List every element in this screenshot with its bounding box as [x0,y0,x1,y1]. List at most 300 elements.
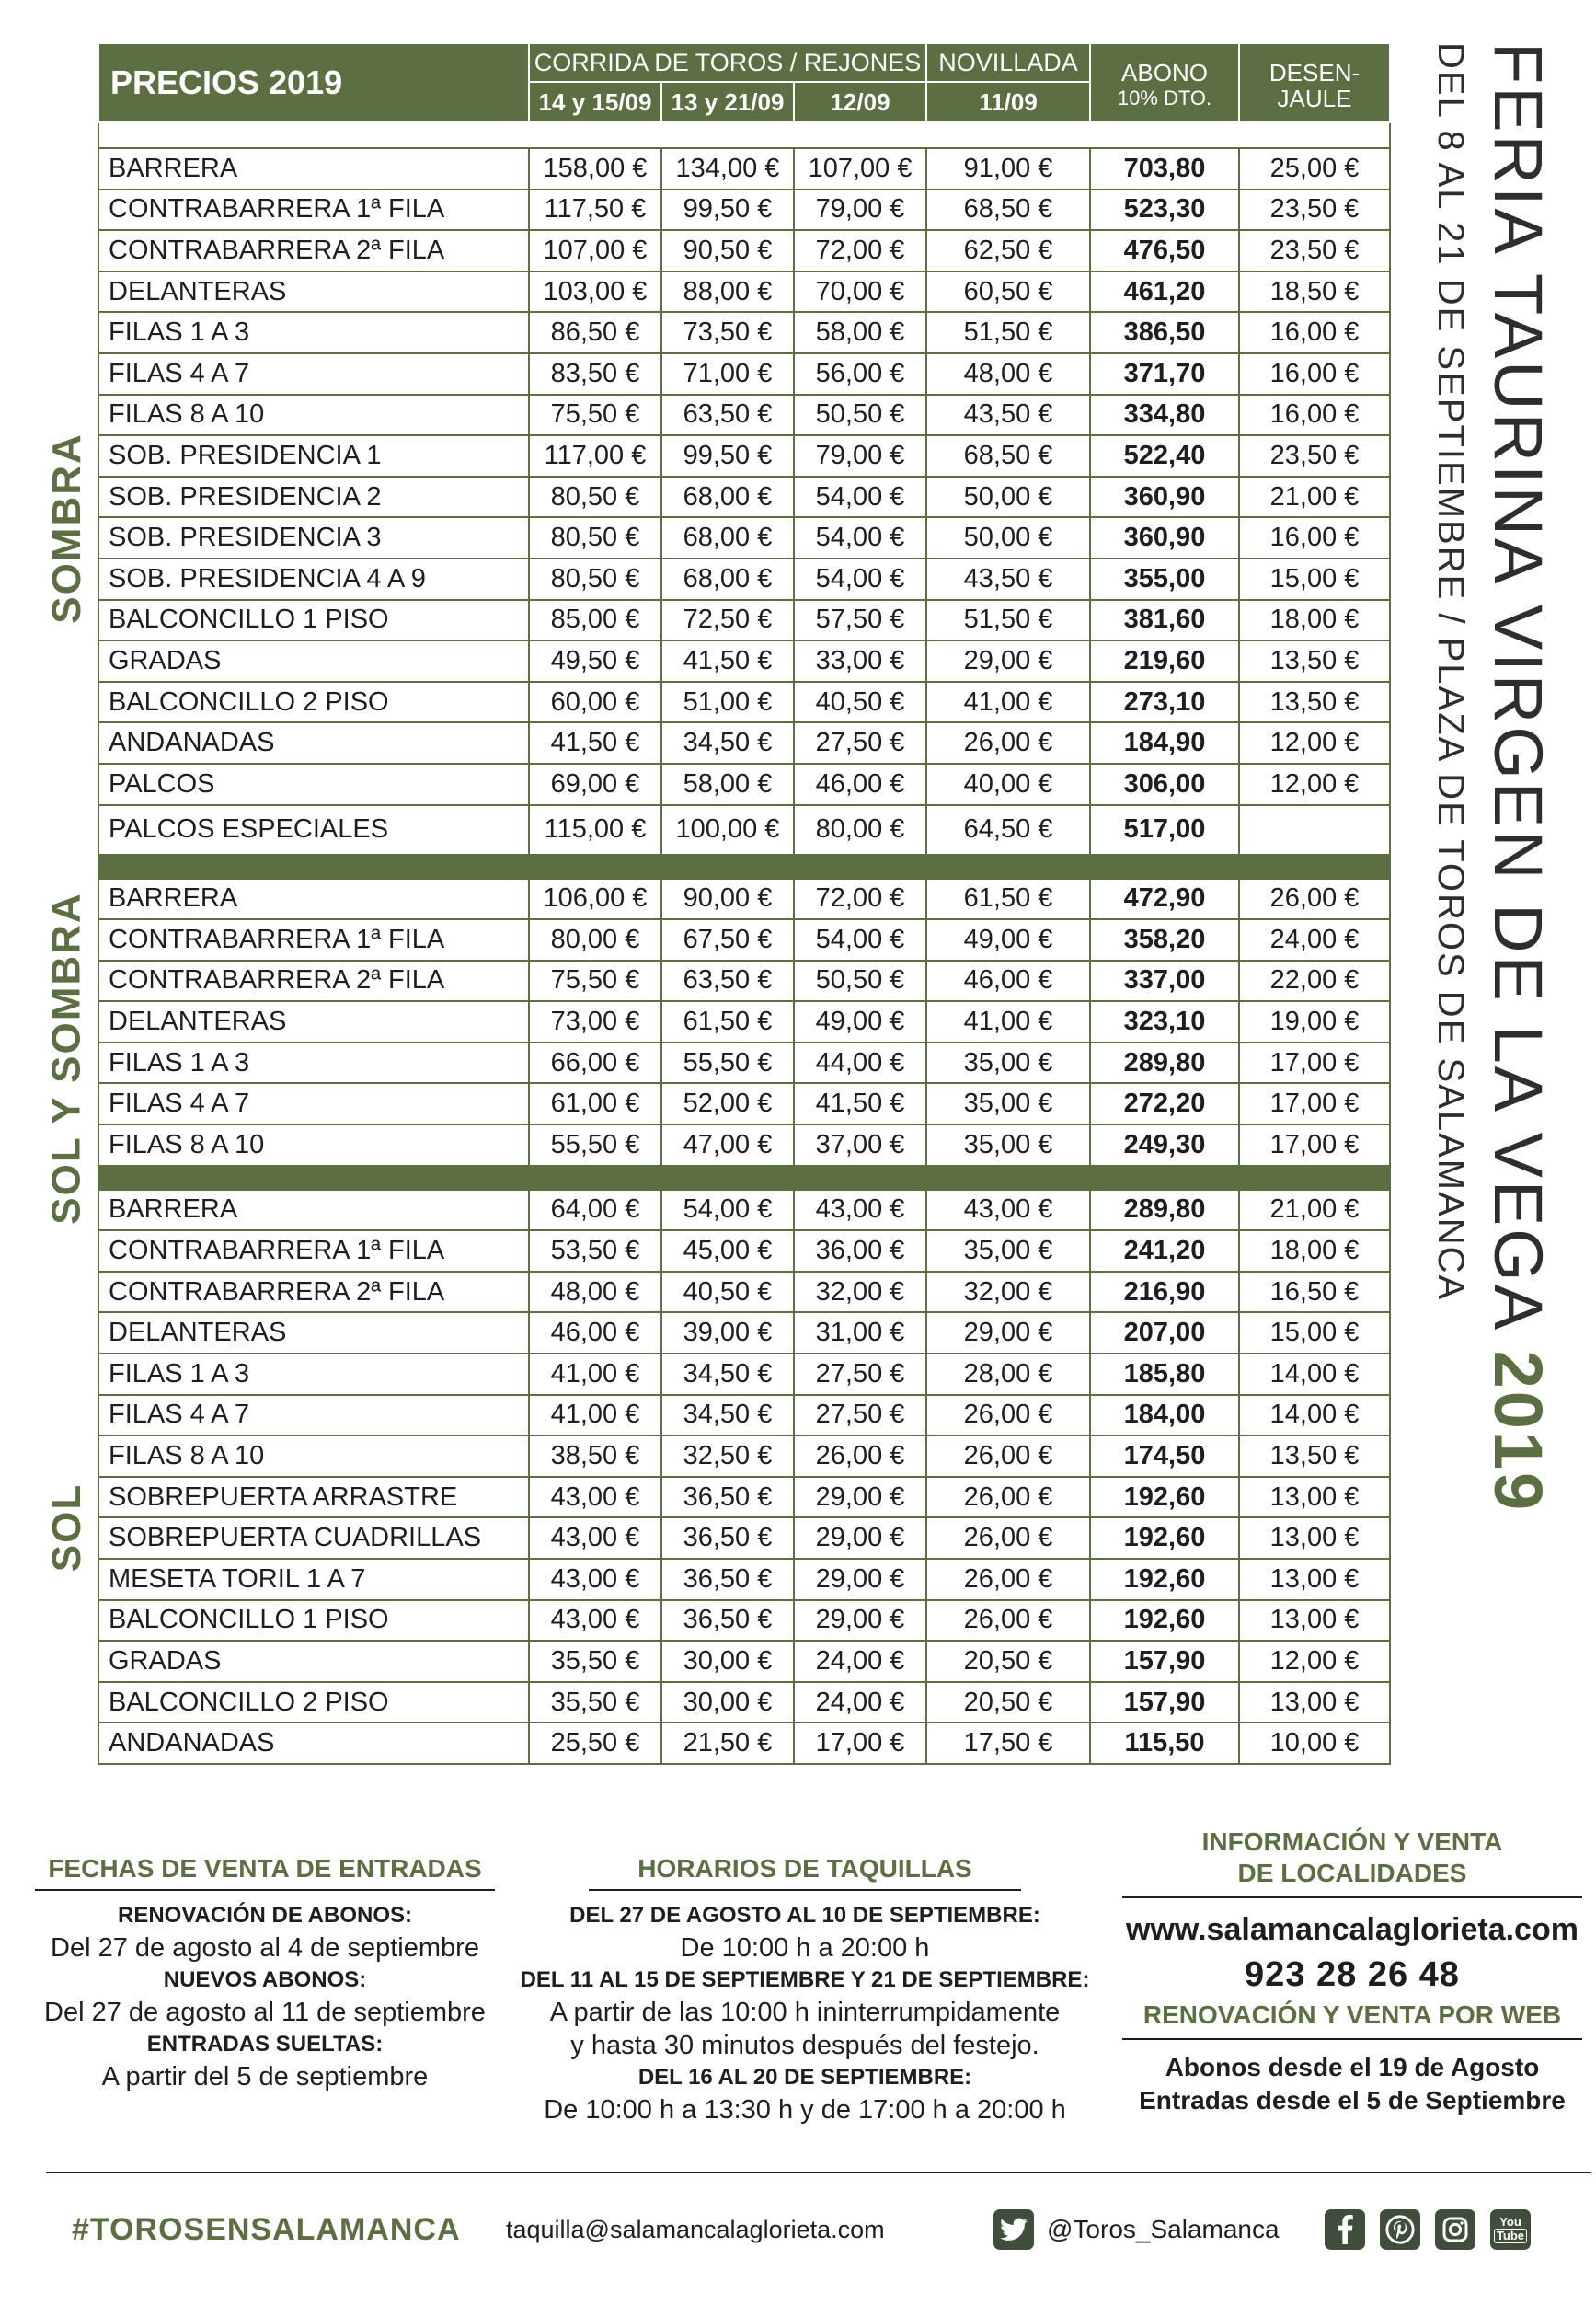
cell-d2: 90,00 € [661,879,794,920]
event-subtitle: DEL 8 AL 21 DE SEPTIEMBRE / PLAZA DE TOROS DE SALAMANCA [1430,42,1471,1302]
cell-d3: 79,00 € [794,190,926,231]
cell-d3: 29,00 € [794,1477,926,1518]
section-separator [98,122,1390,148]
table-row [98,1723,1390,1764]
cell-nov: 43,50 € [926,559,1090,600]
cell-desenjaule: 16,50 € [1239,1272,1390,1313]
table-row [98,682,1390,723]
cell-d2: 67,50 € [661,919,794,961]
table-row [98,1001,1390,1043]
cell-abono: 360,90 [1090,477,1239,518]
table-row [98,353,1390,395]
cell-abono: 216,90 [1090,1272,1239,1313]
cell-name: BARRERA [98,148,529,190]
box-office-period-1-text: De 10:00 h a 20:00 h [680,1933,930,1963]
cell-d1: 107,00 € [529,230,661,271]
footer-hashtag[interactable]: #TOROSENSALAMANCA [72,2211,461,2247]
web-sales-title: RENOVACIÓN Y VENTA POR WEB [1142,2000,1562,2029]
cell-d3: 24,00 € [794,1641,926,1682]
cell-desenjaule: 18,00 € [1239,1230,1390,1272]
cell-name: FILAS 8 A 10 [98,395,529,436]
cell-nov: 43,00 € [926,1190,1090,1231]
cell-d1: 38,50 € [529,1435,661,1477]
info-title-line-2: DE LOCALIDADES [1237,1859,1467,1887]
footer-twitter[interactable] [993,2207,1280,2253]
event-title-text: FERIA TAURINA VIRGEN DE LA VEGA [1480,42,1556,1330]
cell-abono: 386,50 [1090,312,1239,353]
cell-d2: 30,00 € [661,1641,794,1682]
section-label-sol [26,1454,109,1601]
table-row [98,190,1390,231]
web-sales-divider [1122,2038,1582,2040]
cell-nov: 51,50 € [926,600,1090,641]
table-body [98,122,1390,1764]
table-row [98,1083,1390,1124]
sales-single-heading: ENTRADAS SUELTAS: [146,2032,384,2057]
cell-name: BALCONCILLO 2 PISO [98,682,529,723]
web-sales-line-1: Abonos desde el 19 de Agosto [1165,2053,1540,2081]
cell-nov: 41,00 € [926,682,1090,723]
cell-name: GRADAS [98,1641,529,1682]
table-row [98,517,1390,559]
table-row [98,477,1390,518]
cell-name: BALCONCILLO 2 PISO [98,1682,529,1723]
cell-nov: 26,00 € [926,1477,1090,1518]
cell-nov: 35,00 € [926,1124,1090,1166]
cell-name: SOB. PRESIDENCIA 2 [98,477,529,518]
cell-d1: 158,00 € [529,148,661,190]
cell-desenjaule: 23,50 € [1239,435,1390,477]
cell-desenjaule: 12,00 € [1239,722,1390,764]
cell-name: CONTRABARRERA 2ª FILA [98,230,529,271]
cell-d1: 85,00 € [529,600,661,641]
cell-d2: 63,50 € [661,395,794,436]
header-desenjaule-line1: DESEN- [1269,59,1361,86]
event-year: 2019 [1480,1350,1556,1514]
cell-desenjaule: 10,00 € [1239,1723,1390,1764]
cell-desenjaule: 18,50 € [1239,271,1390,313]
cell-abono: 472,90 [1090,879,1239,920]
cell-nov: 26,00 € [926,1517,1090,1559]
cell-d2: 55,50 € [661,1043,794,1084]
info-title-line-1: INFORMACIÓN Y VENTA [1201,1827,1503,1856]
cell-d3: 57,50 € [794,600,926,641]
cell-abono: 192,60 [1090,1477,1239,1518]
cell-name: ANDANADAS [98,1723,529,1764]
table-row [98,640,1390,682]
cell-d2: 36,50 € [661,1559,794,1600]
section-separator-cell [98,855,1390,879]
section-label-sombra-text: SOMBRA [44,432,89,624]
table-row [98,1559,1390,1600]
cell-d1: 41,00 € [529,1395,661,1436]
cell-abono: 461,20 [1090,271,1239,313]
cell-name: SOB. PRESIDENCIA 1 [98,435,529,477]
phone-number[interactable]: 923 28 26 48 [1245,1955,1460,1994]
cell-desenjaule: 18,00 € [1239,600,1390,641]
cell-name: CONTRABARRERA 1ª FILA [98,190,529,231]
cell-d3: 80,00 € [794,805,926,855]
cell-abono: 522,40 [1090,435,1239,477]
cell-d2: 39,00 € [661,1312,794,1354]
table-row [98,1043,1390,1084]
cell-name: CONTRABARRERA 1ª FILA [98,919,529,961]
cell-d3: 56,00 € [794,353,926,395]
cell-d2: 32,50 € [661,1435,794,1477]
cell-name: BARRERA [98,1190,529,1231]
cell-name: FILAS 4 A 7 [98,1083,529,1124]
section-label-sombra [26,399,109,657]
youtube-icon-glyph-2: Tube [1494,2229,1527,2243]
cell-d2: 21,50 € [661,1723,794,1764]
header-abono [1090,43,1239,122]
cell-abono: 703,80 [1090,148,1239,190]
box-office-block [515,1854,1095,2126]
cell-desenjaule: 17,00 € [1239,1124,1390,1166]
cell-d1: 75,50 € [529,961,661,1002]
cell-d1: 46,00 € [529,1312,661,1354]
cell-name: MESETA TORIL 1 A 7 [98,1559,529,1600]
cell-d3: 43,00 € [794,1190,926,1231]
cell-nov: 46,00 € [926,961,1090,1002]
cell-nov: 50,00 € [926,517,1090,559]
cell-d1: 53,50 € [529,1230,661,1272]
cell-desenjaule: 13,50 € [1239,640,1390,682]
cell-nov: 40,00 € [926,764,1090,805]
cell-d2: 99,50 € [661,435,794,477]
cell-desenjaule: 16,00 € [1239,517,1390,559]
cell-d1: 55,50 € [529,1124,661,1166]
cell-name: SOBREPUERTA CUADRILLAS [98,1517,529,1559]
table-row [98,1272,1390,1313]
cell-name: FILAS 8 A 10 [98,1124,529,1166]
cell-nov: 26,00 € [926,1435,1090,1477]
cell-abono: 157,90 [1090,1641,1239,1682]
cell-abono: 192,60 [1090,1600,1239,1642]
web-sales-line-2: Entradas desde el 5 de Septiembre [1139,2086,1566,2115]
table-row [98,559,1390,600]
cell-d2: 45,00 € [661,1230,794,1272]
cell-d2: 40,50 € [661,1272,794,1313]
cell-d2: 63,50 € [661,961,794,1002]
cell-d1: 86,50 € [529,312,661,353]
cell-nov: 26,00 € [926,1600,1090,1642]
cell-d3: 46,00 € [794,764,926,805]
cell-d3: 27,50 € [794,1354,926,1395]
cell-d3: 79,00 € [794,435,926,477]
cell-nov: 26,00 € [926,722,1090,764]
cell-desenjaule: 13,00 € [1239,1517,1390,1559]
cell-nov: 20,50 € [926,1682,1090,1723]
table-row [98,1230,1390,1272]
cell-abono: 249,30 [1090,1124,1239,1166]
cell-name: FILAS 4 A 7 [98,353,529,395]
cell-d3: 54,00 € [794,919,926,961]
cell-nov: 64,50 € [926,805,1090,855]
twitter-handle[interactable]: @Toros_Salamanca [1047,2215,1280,2243]
cell-d3: 44,00 € [794,1043,926,1084]
cell-abono: 184,00 [1090,1395,1239,1436]
cell-desenjaule: 13,00 € [1239,1600,1390,1642]
cell-d2: 36,50 € [661,1600,794,1642]
cell-abono: 174,50 [1090,1435,1239,1477]
cell-d3: 54,00 € [794,559,926,600]
section-label-sol-y-sombra [26,874,109,1242]
info-web-block [1122,1827,1582,2117]
header-date-4: 11/09 [926,82,1090,122]
cell-nov: 17,50 € [926,1723,1090,1764]
section-separator [98,1166,1390,1190]
cell-desenjaule: 17,00 € [1239,1043,1390,1084]
event-title [1476,42,1559,1514]
cell-desenjaule: 25,00 € [1239,148,1390,190]
cell-d3: 70,00 € [794,271,926,313]
cell-desenjaule: 21,00 € [1239,477,1390,518]
cell-desenjaule: 21,00 € [1239,1190,1390,1231]
cell-d1: 25,50 € [529,1723,661,1764]
cell-abono: 272,20 [1090,1083,1239,1124]
cell-nov: 20,50 € [926,1641,1090,1682]
table-row [98,1517,1390,1559]
cell-nov: 68,50 € [926,435,1090,477]
header-date-2: 13 y 21/09 [661,82,794,122]
footer-divider [46,2172,1591,2173]
cell-abono: 273,10 [1090,682,1239,723]
section-label-sol-y-sombra-text: SOL Y SOMBRA [44,892,90,1225]
cell-nov: 49,00 € [926,919,1090,961]
table-row [98,1354,1390,1395]
cell-d3: 33,00 € [794,640,926,682]
cell-nov: 29,00 € [926,1312,1090,1354]
table-row [98,230,1390,271]
section-separator [98,855,1390,879]
info-divider [1122,1896,1582,1898]
cell-abono: 289,80 [1090,1190,1239,1231]
cell-d2: 73,50 € [661,312,794,353]
cell-abono: 306,00 [1090,764,1239,805]
cell-name: DELANTERAS [98,1312,529,1354]
pinterest-icon[interactable] [1380,2209,1420,2250]
cell-nov: 68,50 € [926,190,1090,231]
cell-abono: 355,00 [1090,559,1239,600]
cell-d2: 41,50 € [661,640,794,682]
cell-desenjaule: 13,00 € [1239,1682,1390,1723]
cell-name: FILAS 8 A 10 [98,1435,529,1477]
cell-d3: 58,00 € [794,312,926,353]
youtube-icon-glyph: You [1499,2215,1521,2229]
instagram-icon[interactable] [1435,2209,1475,2250]
box-office-period-3-text: De 10:00 h a 13:30 h y de 17:00 h a 20:00 h [544,2095,1066,2125]
cell-d3: 37,00 € [794,1124,926,1166]
cell-desenjaule: 23,50 € [1239,190,1390,231]
footer-email[interactable]: taquilla@salamancalaglorieta.com [506,2215,885,2243]
cell-d2: 54,00 € [661,1190,794,1231]
box-office-period-2-line-1: A partir de las 10:00 h ininterrumpidamente [549,1998,1061,2027]
cell-abono: 207,00 [1090,1312,1239,1354]
cell-desenjaule: 26,00 € [1239,879,1390,920]
header-abono-line1: ABONO [1121,59,1208,86]
table-row [98,805,1390,855]
sales-dates-title: FECHAS DE VENTA DE ENTRADAS [35,1854,495,1891]
twitter-icon[interactable] [993,2209,1034,2250]
cell-d1: 80,00 € [529,919,661,961]
cell-d3: 26,00 € [794,1435,926,1477]
youtube-icon[interactable] [1490,2209,1531,2250]
cell-d3: 32,00 € [794,1272,926,1313]
cell-d3: 54,00 € [794,477,926,518]
sales-new-text: Del 27 de agosto al 11 de septiembre [44,1998,486,2027]
cell-name: PALCOS ESPECIALES [98,805,529,855]
box-office-title: HORARIOS DE TAQUILLAS [589,1854,1021,1891]
cell-desenjaule: 19,00 € [1239,1001,1390,1043]
table-row [98,764,1390,805]
cell-nov: 62,50 € [926,230,1090,271]
table-row [98,879,1390,920]
cell-d1: 60,00 € [529,682,661,723]
header-novillada: NOVILLADA [926,43,1090,82]
header-desenjaule-line2: JAULE [1277,85,1352,112]
box-office-period-3: DEL 16 AL 20 DE SEPTIEMBRE: [637,2065,972,2090]
table-row [98,148,1390,190]
cell-desenjaule: 24,00 € [1239,919,1390,961]
cell-nov: 32,00 € [926,1272,1090,1313]
cell-d1: 117,00 € [529,435,661,477]
table-row [98,1477,1390,1518]
sales-new-heading: NUEVOS ABONOS: [163,1967,367,1992]
table-row [98,1312,1390,1354]
cell-d2: 51,00 € [661,682,794,723]
cell-d3: 24,00 € [794,1682,926,1723]
cell-d1: 35,50 € [529,1682,661,1723]
cell-d3: 50,50 € [794,395,926,436]
section-label-sol-text: SOL [44,1482,90,1573]
section-separator-cell [98,1166,1390,1190]
cell-abono: 184,90 [1090,722,1239,764]
cell-desenjaule: 12,00 € [1239,764,1390,805]
cell-d2: 61,50 € [661,1001,794,1043]
cell-nov: 51,50 € [926,312,1090,353]
table-row [98,722,1390,764]
cell-abono: 289,80 [1090,1043,1239,1084]
header-abono-line2: 10% DTO. [1117,86,1212,109]
table-row [98,395,1390,436]
box-office-period-2-line-2: y hasta 30 minutos después del festejo. [570,2031,1039,2060]
cell-d3: 29,00 € [794,1600,926,1642]
cell-d2: 34,50 € [661,1395,794,1436]
cell-d1: 75,50 € [529,395,661,436]
box-office-period-1: DEL 27 DE AGOSTO AL 10 DE SEPTIEMBRE: [569,1903,1040,1928]
header-corrida: CORRIDA DE TOROS / REJONES [529,43,926,82]
cell-d2: 68,00 € [661,477,794,518]
section-separator-cell [98,122,1390,148]
table-row [98,1124,1390,1166]
cell-d1: 69,00 € [529,764,661,805]
cell-abono: 381,60 [1090,600,1239,641]
table-row [98,1600,1390,1642]
cell-d1: 61,00 € [529,1083,661,1124]
cell-d2: 58,00 € [661,764,794,805]
cell-nov: 26,00 € [926,1395,1090,1436]
cell-d2: 88,00 € [661,271,794,313]
cell-abono: 192,60 [1090,1559,1239,1600]
table-row [98,1682,1390,1723]
cell-d3: 36,00 € [794,1230,926,1272]
cell-nov: 48,00 € [926,353,1090,395]
cell-d2: 36,50 € [661,1477,794,1518]
cell-name: BALCONCILLO 1 PISO [98,1600,529,1642]
table-row [98,1190,1390,1231]
cell-name: GRADAS [98,640,529,682]
cell-d2: 72,50 € [661,600,794,641]
cell-name: CONTRABARRERA 2ª FILA [98,961,529,1002]
cell-nov: 26,00 € [926,1559,1090,1600]
website-link[interactable]: www.salamancalaglorieta.com [1126,1912,1579,1947]
cell-d3: 27,50 € [794,1395,926,1436]
cell-d1: 49,50 € [529,640,661,682]
facebook-icon[interactable] [1325,2209,1365,2250]
cell-d3: 72,00 € [794,879,926,920]
cell-abono: 371,70 [1090,353,1239,395]
cell-d2: 99,50 € [661,190,794,231]
cell-d2: 36,50 € [661,1517,794,1559]
cell-desenjaule: 13,50 € [1239,682,1390,723]
cell-d2: 30,00 € [661,1682,794,1723]
cell-desenjaule [1239,805,1390,855]
cell-name: FILAS 1 A 3 [98,1043,529,1084]
table-row [98,961,1390,1002]
cell-d1: 43,00 € [529,1477,661,1518]
table-row [98,600,1390,641]
cell-desenjaule: 13,00 € [1239,1559,1390,1600]
cell-abono: 337,00 [1090,961,1239,1002]
cell-d2: 71,00 € [661,353,794,395]
cell-d1: 66,00 € [529,1043,661,1084]
cell-name: PALCOS [98,764,529,805]
cell-d1: 80,50 € [529,517,661,559]
social-icons [1325,2207,1531,2253]
cell-d1: 43,00 € [529,1600,661,1642]
cell-abono: 192,60 [1090,1517,1239,1559]
cell-d1: 83,50 € [529,353,661,395]
cell-d1: 41,00 € [529,1354,661,1395]
cell-name: BALCONCILLO 1 PISO [98,600,529,641]
table-row [98,1395,1390,1436]
cell-abono: 219,60 [1090,640,1239,682]
cell-name: FILAS 1 A 3 [98,1354,529,1395]
cell-abono: 157,90 [1090,1682,1239,1723]
table-title: PRECIOS 2019 [98,43,529,122]
cell-d3: 72,00 € [794,230,926,271]
side-title [1400,42,1584,1514]
cell-desenjaule: 22,00 € [1239,961,1390,1002]
table-row [98,1435,1390,1477]
cell-desenjaule: 14,00 € [1239,1395,1390,1436]
price-table [98,42,1391,1765]
cell-nov: 61,50 € [926,879,1090,920]
cell-d1: 117,50 € [529,190,661,231]
cell-d2: 90,50 € [661,230,794,271]
cell-nov: 35,00 € [926,1083,1090,1124]
cell-name: DELANTERAS [98,271,529,313]
cell-nov: 29,00 € [926,640,1090,682]
cell-desenjaule: 17,00 € [1239,1083,1390,1124]
cell-d3: 29,00 € [794,1517,926,1559]
cell-d1: 35,50 € [529,1641,661,1682]
cell-desenjaule: 13,50 € [1239,1435,1390,1477]
cell-d1: 73,00 € [529,1001,661,1043]
cell-abono: 241,20 [1090,1230,1239,1272]
cell-desenjaule: 23,50 € [1239,230,1390,271]
